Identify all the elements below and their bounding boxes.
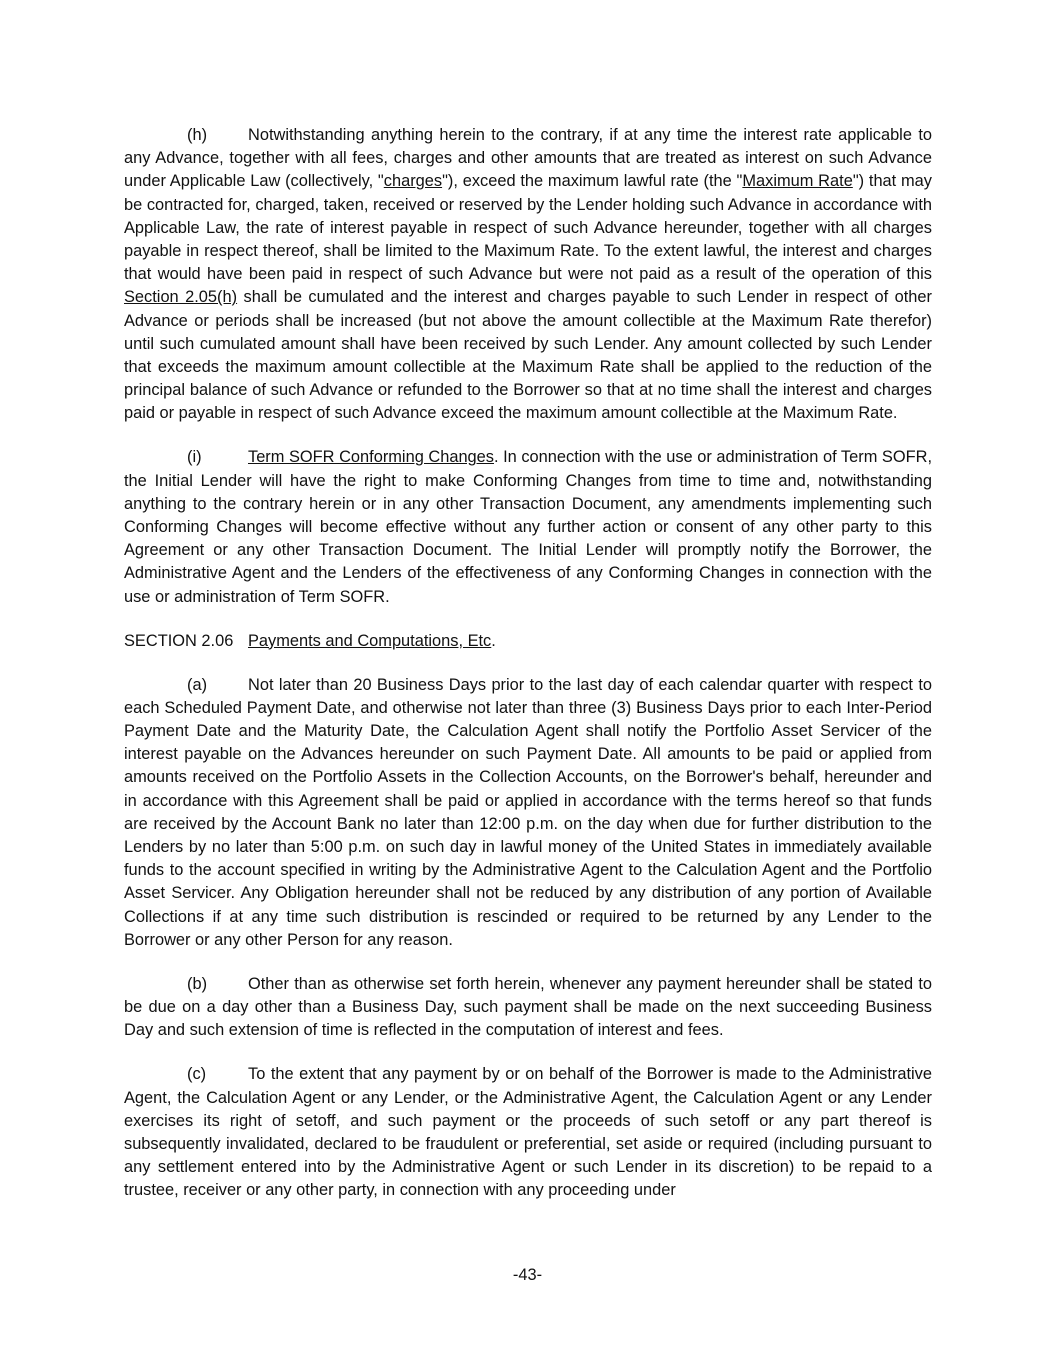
- defined-term-charges: charges: [383, 172, 443, 191]
- paragraph-h-text-1: Notwithstanding anything herein to the contrary, if at any time the interest rate applicable to any Advance, together with all fees, charges and other amounts that are treated as interest on such Advance under Applicable Law (collectively, ": [124, 126, 932, 191]
- paragraph-c: [124, 1063, 932, 1202]
- paragraph-i: [124, 446, 932, 608]
- section-number: SECTION 2.06: [124, 631, 234, 650]
- paragraph-h-text-2: "), exceed the maximum lawful rate (the ": [442, 172, 743, 191]
- section-reference: Section 2.05(h): [124, 288, 238, 307]
- defined-term-maximum-rate: Maximum Rate: [742, 172, 853, 191]
- paragraph-b-text: Other than as otherwise set forth herein, whenever any payment hereunder shall be stated to be due on a day other than a Business Day, such payment shall be made on the next succeeding Business Day and such extension of time is reflected in the computation of interest and fees.: [124, 974, 932, 1040]
- paragraph-b: [124, 973, 932, 1043]
- paragraph-b-label: (b): [187, 974, 208, 993]
- paragraph-i-text-1: . In connection with the use or administration of Term SOFR, the Initial Lender will have the right to make Conforming Changes from time to time and, notwithstanding anything to the contrary herein or in any other Transaction Document, any amendments implementing such Conforming Changes will become effective without any further action or consent of any other party to this Agreement or any other Transaction Document. The Initial Lender will promptly notify the Borrower, the Administrative Agent and the Lenders of the effectiveness of any Conforming Changes in connection with the use or administration of Term SOFR.: [124, 448, 932, 606]
- paragraph-h: [124, 124, 932, 426]
- document-page: [124, 124, 932, 1223]
- section-heading: [124, 630, 932, 653]
- paragraph-h-label: (h): [187, 126, 208, 144]
- paragraph-c-label: (c): [187, 1065, 207, 1084]
- paragraph-a-text: Not later than 20 Business Days prior to the last day of each calendar quarter with respect to each Scheduled Payment Date, and otherwise not later than three (3) Business Days prior to each Inter-Period Payment Date and the Maturity Date, the Calculation Agent shall notify the Portfolio Asset Servicer of the interest payable on the Advances hereunder on such Payment Date. All amounts to be paid or applied from amounts received on the Portfolio Assets in the Collection Accounts, on the Borrower's behalf, hereunder and in accordance with this Agreement shall be paid or applied in accordance with the terms hereof so that funds are received by the Account Bank no later than 12:00 p.m. on the day when due for further distribution to the Lenders by no later than 5:00 p.m. on such day in lawful money of the United States in immediately available funds to the account specified in writing by the Administrative Agent to the Calculation Agent and the Portfolio Asset Servicer. Any Obligation hereunder shall not be reduced by any distribution of any portion of Available Collections if at any time such distribution is rescinded or required to be returned by any Lender to the Borrower or any other Person for any reason.: [124, 675, 932, 949]
- paragraph-c-text: To the extent that any payment by or on behalf of the Borrower is made to the Administrative Agent, the Calculation Agent or any Lender, or the Administrative Agent, the Calculation Agent or any Lender exercises its right of setoff, and such payment or the proceeds of such setoff or any part thereof is subsequently invalidated, declared to be fraudulent or preferential, set aside or required (including pursuant to any settlement entered into by the Administrative Agent or such Lender in its discretion) to be repaid to a trustee, receiver or any other party, in connection with any proceeding under: [124, 1065, 932, 1200]
- paragraph-a: [124, 674, 932, 952]
- paragraph-i-label: (i): [187, 448, 202, 467]
- paragraph-a-label: (a): [187, 675, 208, 694]
- section-title: Payments and Computations, Etc: [248, 631, 492, 650]
- paragraph-h-text-3: ") that may be contracted for, charged, taken, received or reserved by the Lender holding such Advance in accordance with Applicable Law, the rate of interest payable in respect of such Advance hereunder, together with all charges payable in respect thereof, shall be limited to the Maximum Rate. To the extent lawful, the interest and charges that would have been paid in respect of such Advance but were not paid as a result of the operation of this: [124, 172, 932, 284]
- page-number: -43-: [512, 1266, 543, 1284]
- paragraph-h-text-4: shall be cumulated and the interest and charges payable to such Lender in respect of other Advance or periods shall be increased (but not above the amount collectible at the Maximum Rate therefor) until such cumulated amount shall have been received by such Lender. Any amount collected by such Lender that exceeds the maximum amount collectible at the Maximum Rate shall be applied to the reduction of the principal balance of such Advance or refunded to the Borrower so that at no time shall the interest and charges paid or payable in respect of such Advance exceed the maximum amount collectible at the Maximum Rate.: [124, 288, 932, 423]
- paragraph-i-heading: Term SOFR Conforming Changes: [248, 448, 494, 467]
- section-title-period: .: [491, 631, 496, 650]
